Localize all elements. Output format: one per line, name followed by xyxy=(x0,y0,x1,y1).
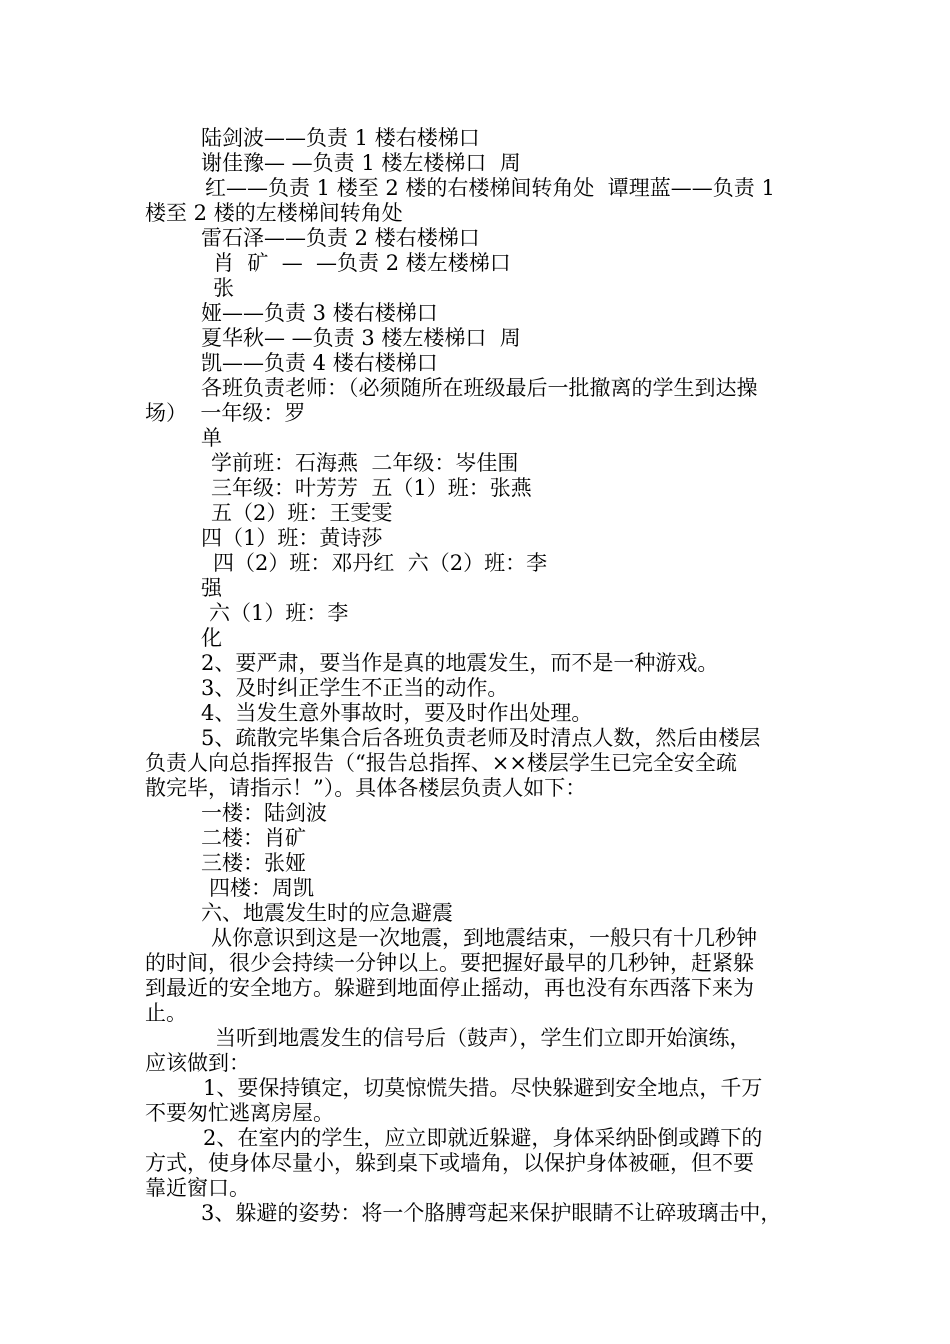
text-line: 各班负责老师：（必须随所在班级最后一批撤离的学生到达操 xyxy=(201,376,758,400)
text-line: 1、要保持镇定，切莫惊慌失措。尽快躲避到安全地点，千万 xyxy=(203,1076,763,1100)
text-line: 楼至 2 楼的左楼梯间转角处 xyxy=(145,201,403,225)
text-line: 红——负责 1 楼至 2 楼的右楼梯间转角处 谭理蓝——负责 1 xyxy=(205,176,775,200)
text-line: 不要匆忙逃离房屋。 xyxy=(145,1101,334,1125)
text-line: 四楼：周凯 xyxy=(209,876,314,900)
text-line: 夏华秋— —负责 3 楼左楼梯口 周 xyxy=(201,326,521,350)
text-line: 五（2）班：王雯雯 xyxy=(211,501,393,525)
text-line: 二楼：肖矿 xyxy=(201,826,306,850)
text-line: 应该做到： xyxy=(145,1051,250,1075)
text-line: 散完毕，请指示！”）。具体各楼层负责人如下： xyxy=(145,776,587,800)
text-line: 雷石泽——负责 2 楼右楼梯口 xyxy=(201,226,480,250)
text-line: 负责人向总指挥报告（“报告总指挥、××楼层学生已完全安全疏 xyxy=(145,751,737,775)
text-line: 止。 xyxy=(145,1001,187,1025)
text-line: 当听到地震发生的信号后（鼓声），学生们立即开始演练， xyxy=(215,1026,751,1050)
text-line: 张 xyxy=(213,276,234,300)
text-line: 陆剑波——负责 1 楼右楼梯口 xyxy=(201,126,480,150)
text-line: 凯——负责 4 楼右楼梯口 xyxy=(201,351,438,375)
text-line: 靠近窗口。 xyxy=(145,1176,250,1200)
text-line: 三楼：张娅 xyxy=(201,851,306,875)
text-line: 三年级：叶芳芳 五（1）班：张燕 xyxy=(211,476,532,500)
text-line: 单 xyxy=(201,426,222,450)
text-line: 3、躲避的姿势：将一个胳膊弯起来保护眼睛不让碎玻璃击中， xyxy=(201,1201,782,1225)
text-line: 学前班：石海燕 二年级：岑佳围 xyxy=(211,451,519,475)
text-line: 强 xyxy=(201,576,222,600)
text-line: 5、疏散完毕集合后各班负责老师及时清点人数，然后由楼层 xyxy=(201,726,761,750)
text-line: 2、要严肃，要当作是真的地震发生，而不是一种游戏。 xyxy=(201,651,719,675)
text-line: 到最近的安全地方。躲避到地面停止摇动，再也没有东西落下来为 xyxy=(145,976,754,1000)
text-line: 四（1）班：黄诗莎 xyxy=(201,526,383,550)
text-line: 肖 矿 — —负责 2 楼左楼梯口 xyxy=(213,251,511,275)
text-line: 2、在室内的学生，应立即就近躲避，身体采纳卧倒或蹲下的 xyxy=(203,1126,763,1150)
text-line: 方式，使身体尽量小，躲到桌下或墙角，以保护身体被砸，但不要 xyxy=(145,1151,754,1175)
text-line: 化 xyxy=(201,626,222,650)
text-line: 四（2）班：邓丹红 六（2）班：李 xyxy=(213,551,548,575)
text-line: 一楼：陆剑波 xyxy=(201,801,327,825)
text-line: 的时间，很少会持续一分钟以上。要把握好最早的几秒钟，赶紧躲 xyxy=(145,951,754,975)
text-line: 谢佳豫— —负责 1 楼左楼梯口 周 xyxy=(201,151,521,175)
text-line: 娅——负责 3 楼右楼梯口 xyxy=(201,301,438,325)
text-line: 4、当发生意外事故时，要及时作出处理。 xyxy=(201,701,593,725)
text-line: 从你意识到这是一次地震，到地震结束，一般只有十几秒钟 xyxy=(211,926,757,950)
section-heading: 六、地震发生时的应急避震 xyxy=(201,901,453,925)
text-line: 六（1）班：李 xyxy=(209,601,349,625)
text-line: 场） 一年级：罗 xyxy=(145,401,306,425)
text-line: 3、及时纠正学生不正当的动作。 xyxy=(201,676,509,700)
